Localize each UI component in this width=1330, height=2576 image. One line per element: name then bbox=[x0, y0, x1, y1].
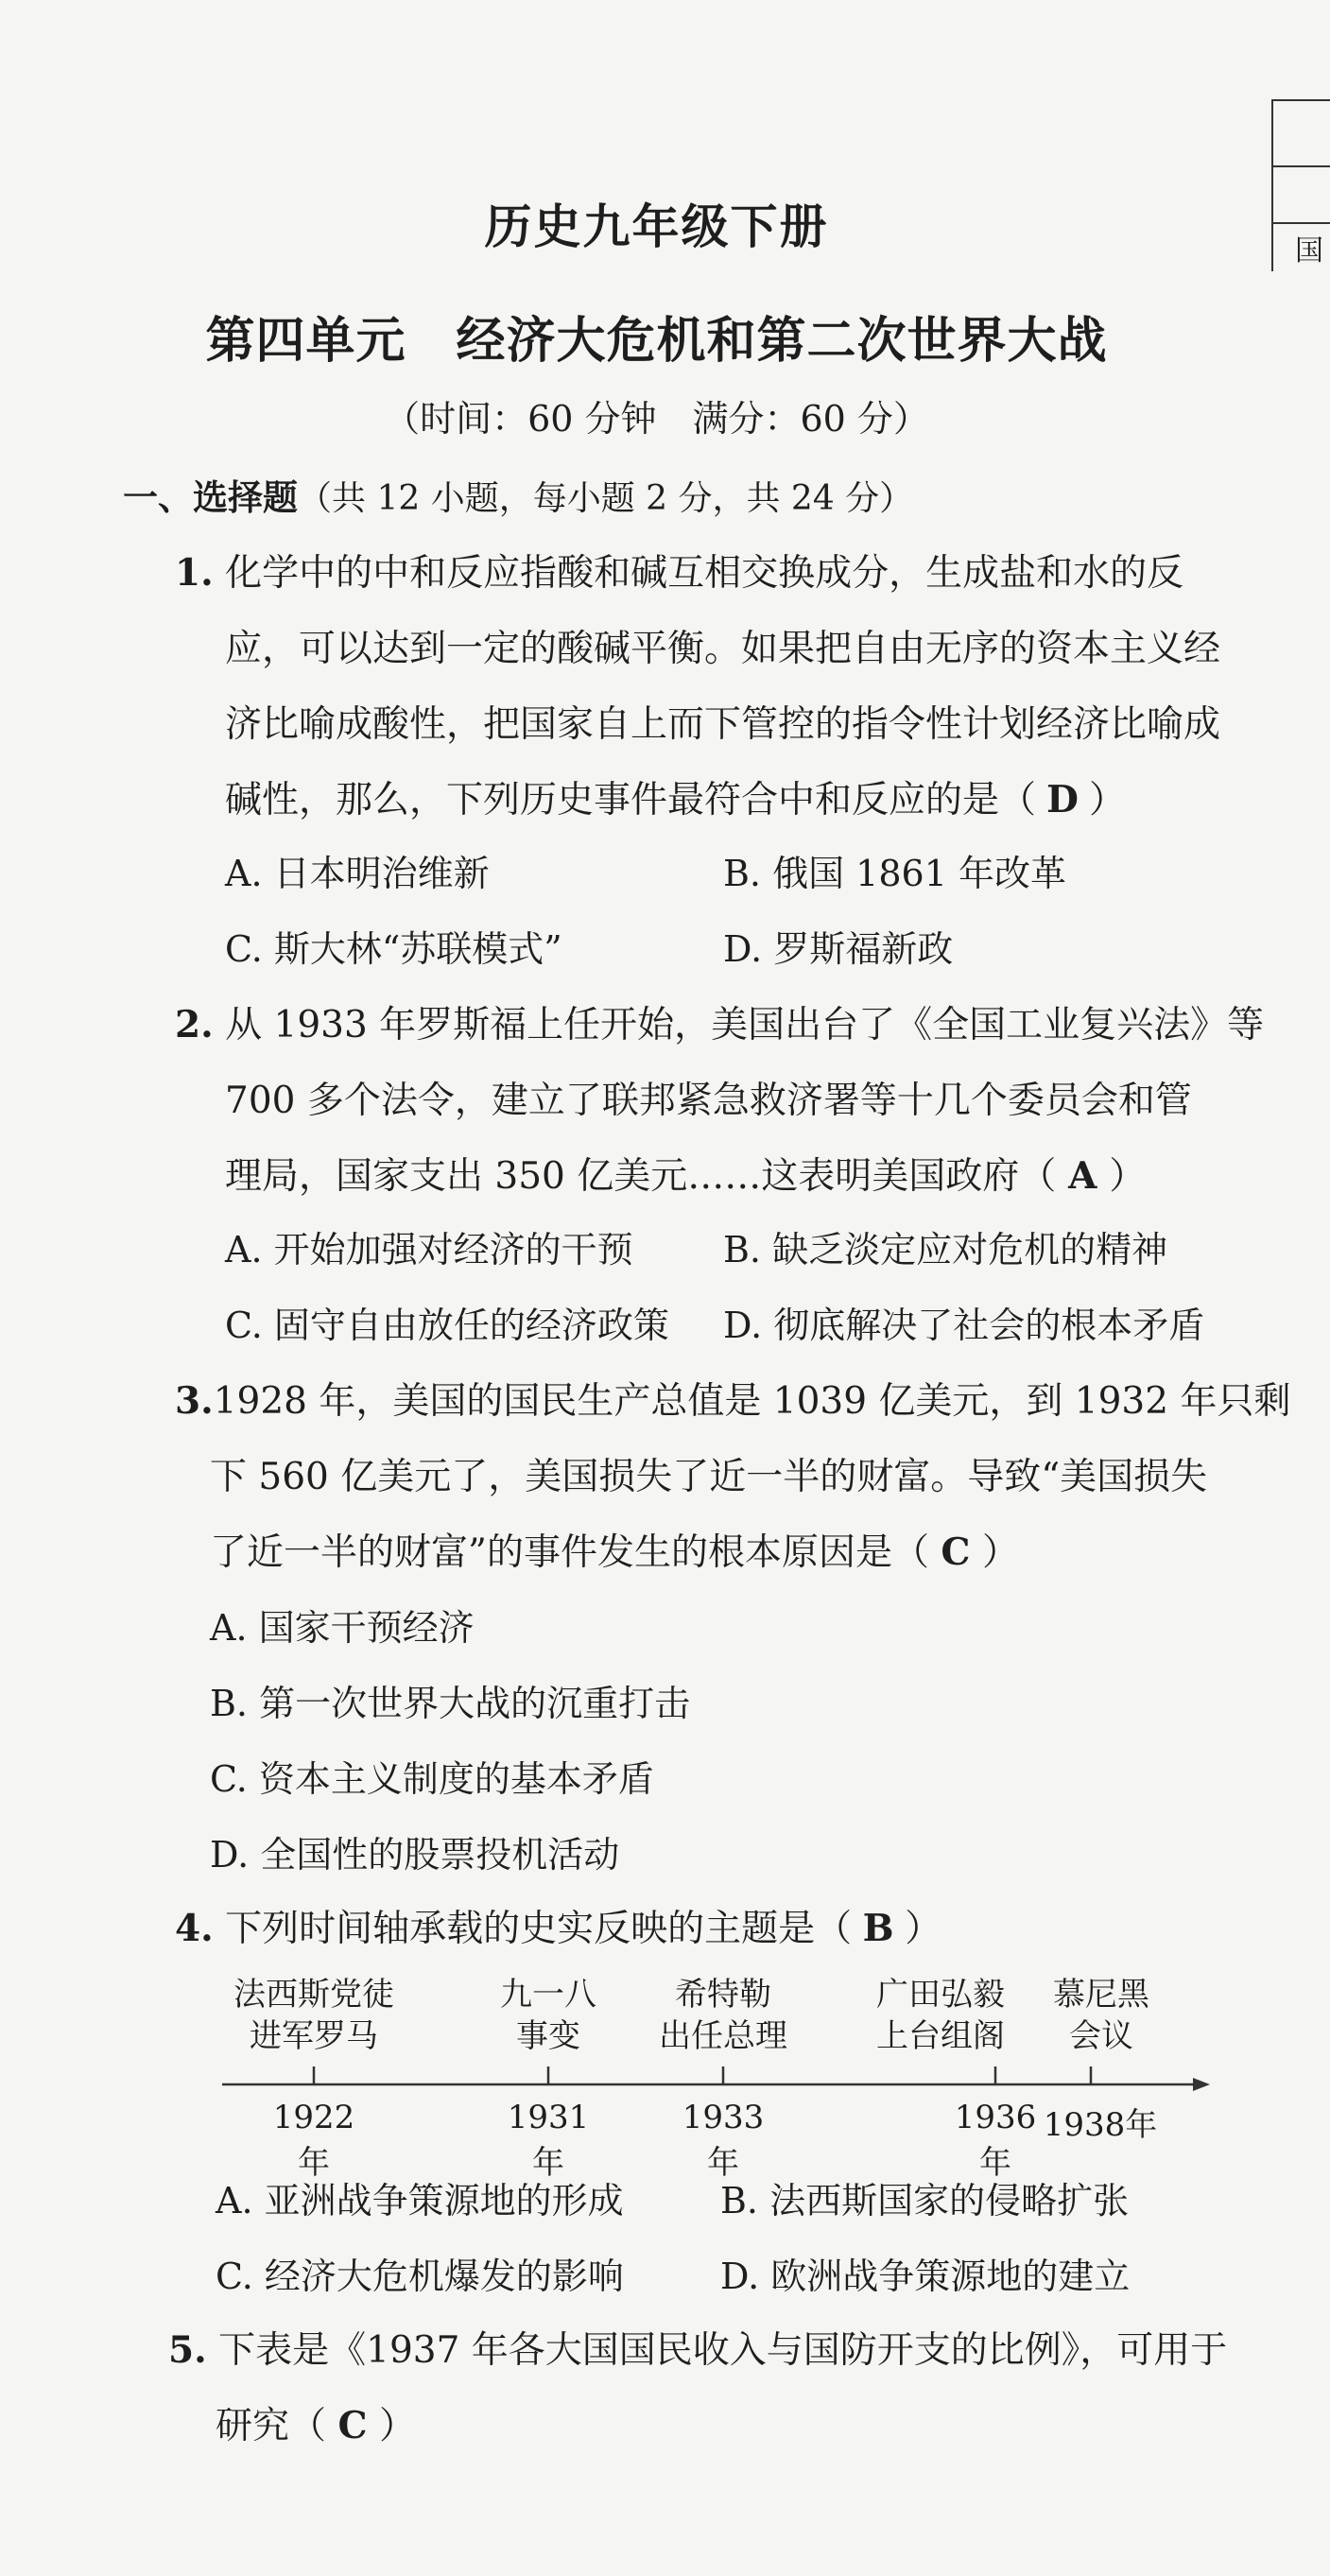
question-3-line-2: 下 560 亿美元了，美国损失了近一半的财富。导致“美国损失 bbox=[210, 1456, 1208, 1498]
option-b: B. 俄国 1861 年改革 bbox=[723, 853, 1066, 894]
question-text: 1928 年，美国的国民生产总值是 1039 亿美元，到 1932 年只剩 bbox=[213, 1380, 1291, 1423]
close-paren: ） bbox=[1089, 779, 1127, 821]
option-d: D. 罗斯福新政 bbox=[723, 928, 954, 970]
option-c: C. 经济大危机爆发的影响 bbox=[216, 2256, 624, 2297]
answer-mark: A bbox=[1068, 1154, 1097, 1198]
answer-mark: B bbox=[862, 1907, 894, 1950]
option-b: B. 法西斯国家的侵略扩张 bbox=[720, 2180, 1130, 2222]
timeline-event-label: 希特勒 出任总理 bbox=[659, 1976, 787, 2055]
timeline-event-label: 法西斯党徒 进军罗马 bbox=[233, 1976, 394, 2055]
question-1-line-3: 济比喻成酸性，把国家自上而下管控的指令性计划经济比喻成 bbox=[225, 703, 1221, 746]
option-d: D. 全国性的股票投机活动 bbox=[210, 1834, 620, 1876]
option-a: A. 亚洲战争策源地的形成 bbox=[216, 2180, 624, 2222]
section-note: （共 12 小题，每小题 2 分，共 24 分） bbox=[298, 479, 914, 518]
option-b: B. 缺乏淡定应对危机的精神 bbox=[723, 1229, 1168, 1271]
question-text: 下列时间轴承载的史实反映的主题是（ bbox=[225, 1908, 853, 1950]
timeline-year: 1936年 bbox=[954, 2099, 1037, 2182]
question-5-line-1 bbox=[168, 2321, 1227, 2374]
exam-info: （时间：60 分钟 满分：60 分） bbox=[384, 398, 929, 440]
question-text: 下表是《1937 年各大国国民收入与国防开支的比例》，可用于 bbox=[218, 2329, 1228, 2372]
timeline-event-label: 慕尼黑 会议 bbox=[1053, 1976, 1149, 2055]
answer-mark: C bbox=[337, 2404, 368, 2447]
timeline-year: 1938年 bbox=[1043, 2106, 1158, 2144]
question-number: 1. bbox=[175, 551, 214, 595]
timeline-arrow bbox=[1193, 2078, 1210, 2091]
answer-mark: D bbox=[1046, 778, 1079, 821]
answer-mark: C bbox=[941, 1530, 971, 1574]
close-paren: ） bbox=[981, 1531, 1019, 1574]
question-5-line-2 bbox=[216, 2396, 416, 2449]
timeline-year: 1922年 bbox=[272, 2099, 355, 2182]
timeline-year: 1933年 bbox=[682, 2099, 765, 2182]
option-c: C. 资本主义制度的基本矛盾 bbox=[210, 1758, 654, 1800]
option-a: A. 开始加强对经济的干预 bbox=[225, 1229, 633, 1271]
question-text: 碱性，那么，下列历史事件最符合中和反应的是（ bbox=[225, 779, 1037, 821]
question-text: 理局，国家支出 350 亿美元……这表明美国政府（ bbox=[225, 1155, 1057, 1198]
option-a: A. 国家干预经济 bbox=[210, 1607, 475, 1649]
timeline-year: 1931年 bbox=[507, 2099, 590, 2182]
unit-title: 第四单元 经济大危机和第二次世界大战 bbox=[205, 312, 1108, 370]
question-number: 2. bbox=[175, 1003, 214, 1046]
timeline-event-label: 广田弘毅 上台组阁 bbox=[876, 1976, 1005, 2055]
close-paren: ） bbox=[905, 1908, 942, 1950]
option-c: C. 固守自由放任的经济政策 bbox=[225, 1305, 669, 1346]
question-text: 化学中的中和反应指酸和碱互相交换成分，生成盐和水的反 bbox=[225, 552, 1184, 595]
timeline-event-label: 九一八 事变 bbox=[500, 1976, 596, 2055]
question-text: 从 1933 年罗斯福上任开始，美国出台了《全国工业复兴法》等 bbox=[225, 1004, 1265, 1046]
option-d: D. 彻底解决了社会的根本矛盾 bbox=[723, 1305, 1205, 1346]
header-table-glyph: 国 bbox=[1295, 234, 1323, 268]
question-number: 3. bbox=[175, 1379, 214, 1423]
question-1-line-2: 应，可以达到一定的酸碱平衡。如果把自由无序的资本主义经 bbox=[225, 628, 1221, 670]
close-paren: ） bbox=[1109, 1155, 1147, 1198]
question-number: 4. bbox=[175, 1907, 214, 1950]
option-b: B. 第一次世界大战的沉重打击 bbox=[210, 1683, 691, 1724]
question-text: 了近一半的财富”的事件发生的根本原因是（ bbox=[210, 1531, 929, 1574]
option-d: D. 欧洲战争策源地的建立 bbox=[720, 2256, 1131, 2297]
close-paren: ） bbox=[379, 2405, 417, 2447]
question-number: 5. bbox=[168, 2328, 207, 2372]
option-c: C. 斯大林“苏联模式” bbox=[225, 928, 562, 970]
question-2-line-2: 700 多个法令，建立了联邦紧急救济署等十几个委员会和管 bbox=[225, 1080, 1192, 1122]
option-a: A. 日本明治维新 bbox=[225, 853, 490, 894]
question-text: 研究（ bbox=[216, 2405, 327, 2447]
page-title: 历史九年级下册 bbox=[484, 199, 829, 254]
section-label: 一、选择题 bbox=[123, 476, 298, 518]
